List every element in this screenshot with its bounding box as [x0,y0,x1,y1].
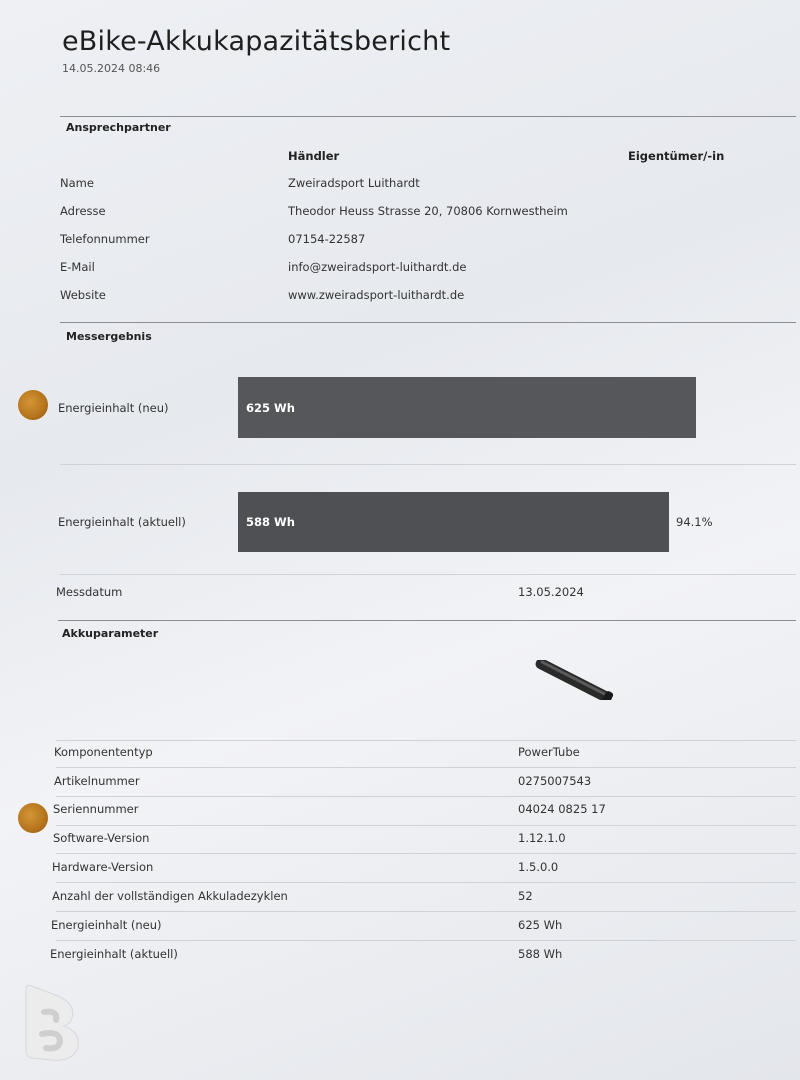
section-rule [60,322,796,323]
punch-hole [18,390,48,420]
row-divider [60,464,796,465]
contact-label-address: Adresse [60,204,106,218]
section-title-battery: Akkuparameter [62,627,159,640]
punch-hole [18,803,48,833]
row-divider [56,853,796,854]
section-rule [60,116,796,117]
contact-value-website: www.zweiradsport-luithardt.de [288,288,465,302]
section-title-contact: Ansprechpartner [66,121,171,134]
page-title: eBike-Akkukapazitätsbericht [62,26,451,57]
energy-current-bar [238,492,669,552]
row-divider [56,940,796,941]
energy-new-label: Energieinhalt (neu) [58,401,169,415]
param-label-component-type: Komponententyp [54,745,153,759]
row-divider [56,911,796,912]
energy-new-bar-value: 625 Wh [246,400,295,415]
row-divider [56,740,796,741]
contact-value-address: Theodor Heuss Strasse 20, 70806 Kornwestheim [288,204,568,218]
section-rule [58,620,796,621]
contact-label-phone: Telefonnummer [60,232,150,246]
contact-label-email: E-Mail [60,260,95,274]
param-label-article-number: Artikelnummer [54,774,140,788]
column-header-dealer: Händler [288,149,340,163]
row-divider [56,796,796,797]
measure-date-label: Messdatum [56,585,123,599]
row-divider [60,574,796,575]
section-title-result: Messergebnis [66,330,152,343]
param-label-serial-number: Seriennummer [53,802,139,816]
energy-current-percent: 94.1% [676,515,713,529]
param-value-serial-number: 04024 0825 17 [518,802,606,816]
measure-date-value: 13.05.2024 [518,585,584,599]
contact-value-phone: 07154-22587 [288,232,366,246]
param-value-energy-current: 588 Wh [518,947,563,961]
column-header-owner: Eigentümer/-in [628,149,725,163]
param-value-charge-cycles: 52 [518,889,533,903]
contact-value-email: info@zweiradsport-luithardt.de [288,260,467,274]
row-divider [56,825,796,826]
energy-new-bar [238,377,696,438]
row-divider [56,767,796,768]
param-value-software-version: 1.12.1.0 [518,831,566,845]
param-label-charge-cycles: Anzahl der vollständigen Akkuladezyklen [52,889,288,903]
param-label-energy-new: Energieinhalt (neu) [51,918,162,932]
param-value-energy-new: 625 Wh [518,918,563,932]
param-value-hardware-version: 1.5.0.0 [518,860,559,874]
row-divider [56,882,796,883]
param-value-component-type: PowerTube [518,745,580,759]
energy-current-label: Energieinhalt (aktuell) [58,515,186,529]
param-label-hardware-version: Hardware-Version [52,860,154,874]
param-label-energy-current: Energieinhalt (aktuell) [50,947,178,961]
param-label-software-version: Software-Version [53,831,150,845]
contact-value-name: Zweiradsport Luithardt [288,176,420,190]
param-value-article-number: 0275007543 [518,774,592,788]
energy-current-bar-value: 588 Wh [246,515,295,529]
contact-label-website: Website [60,288,106,302]
report-datetime: 14.05.2024 08:46 [62,62,161,75]
battery-powertube-icon [528,660,620,700]
b-logo-watermark-icon [18,982,88,1062]
contact-label-name: Name [60,176,94,190]
